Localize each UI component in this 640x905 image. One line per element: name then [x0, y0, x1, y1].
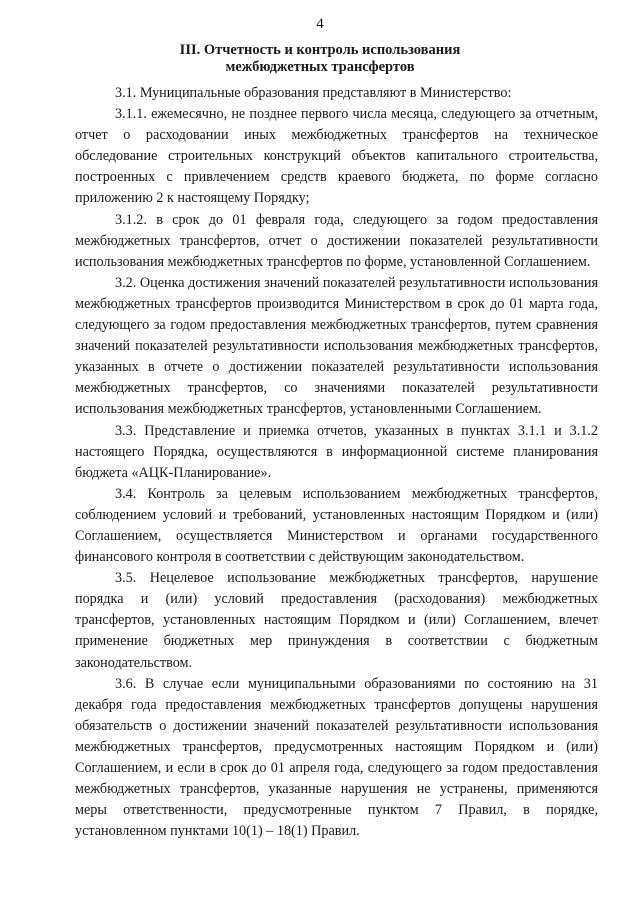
page-number: 4	[316, 16, 324, 32]
paragraph-3-6: 3.6. В случае если муниципальными образованиями по состоянию на 31 декабря года предоставления межбюджетных трансфертов допущены нарушения обязательств о достижении значений показателей результативности использования межбюджетных трансфертов, предусмотренных настоящим Порядком и (или) Соглашением, и если в срок до 01 апреля года, следующего за годом предоставления межбюджетных трансфертов, указанные нарушения не устранены, применяются меры ответственности, предусмотренные пунктом 7 Правил, в порядке, установленном пунктами 10(1) – 18(1) Правил.	[75, 675, 598, 840]
section-title-line-2: межбюджетных трансфертов	[225, 59, 415, 75]
paragraph-3-5: 3.5. Нецелевое использование межбюджетных трансфертов, нарушение порядка и (или) условий предоставления (расходования) межбюджетных трансфертов, установленных настоящим Порядком и (или) Соглашением, влечет применение бюджетных мер принуждения в соответствии с бюджетным законодательством.	[75, 570, 598, 671]
paragraph-3-1: 3.1. Муниципальные образования представляют в Министерство:	[115, 85, 512, 101]
paragraph-3-4: 3.4. Контроль за целевым использованием межбюджетных трансфертов, соблюдением условий и требований, установленных настоящим Порядком и (или) Соглашением, осуществляется Министерством и органами государственного финансового контроля в соответствии с действующим законодательством.	[75, 485, 598, 566]
paragraph-3-1-2: 3.1.2. в срок до 01 февраля года, следующего за годом предоставления межбюджетных трансфертов, отчет о достижении показателей результативности использования межбюджетных трансфертов по форме, установленной Соглашением.	[75, 211, 598, 270]
section-title	[0, 42, 640, 76]
document-body	[75, 83, 598, 842]
paragraph-3-3: 3.3. Представление и приемка отчетов, указанных в пунктах 3.1.1 и 3.1.2 настоящего Порядка, осуществляются в информационной системе планирования бюджета «АЦК-Планирование».	[75, 422, 598, 481]
paragraph-3-1-1: 3.1.1. ежемесячно, не позднее первого числа месяца, следующего за отчетным, отчет о расходовании иных межбюджетных трансфертов на техническое обследование строительных конструкций объектов капитального строительства, построенных с привлечением средств краевого бюджета, по форме согласно приложению 2 к настоящему Порядку;	[75, 106, 598, 207]
paragraph-3-2: 3.2. Оценка достижения значений показателей результативности использования межбюджетных трансфертов производится Министерством в срок до 01 марта года, следующего за годом предоставления межбюджетных трансфертов, путем сравнения значений показателей результативности использования межбюджетных трансфертов, указанных в отчете о достижении показателей результативности использования межбюджетных трансфертов, со значениями показателей результативности использования межбюджетных трансфертов, установленными Соглашением.	[75, 274, 598, 418]
section-title-line-1: III. Отчетность и контроль использования	[179, 42, 461, 58]
